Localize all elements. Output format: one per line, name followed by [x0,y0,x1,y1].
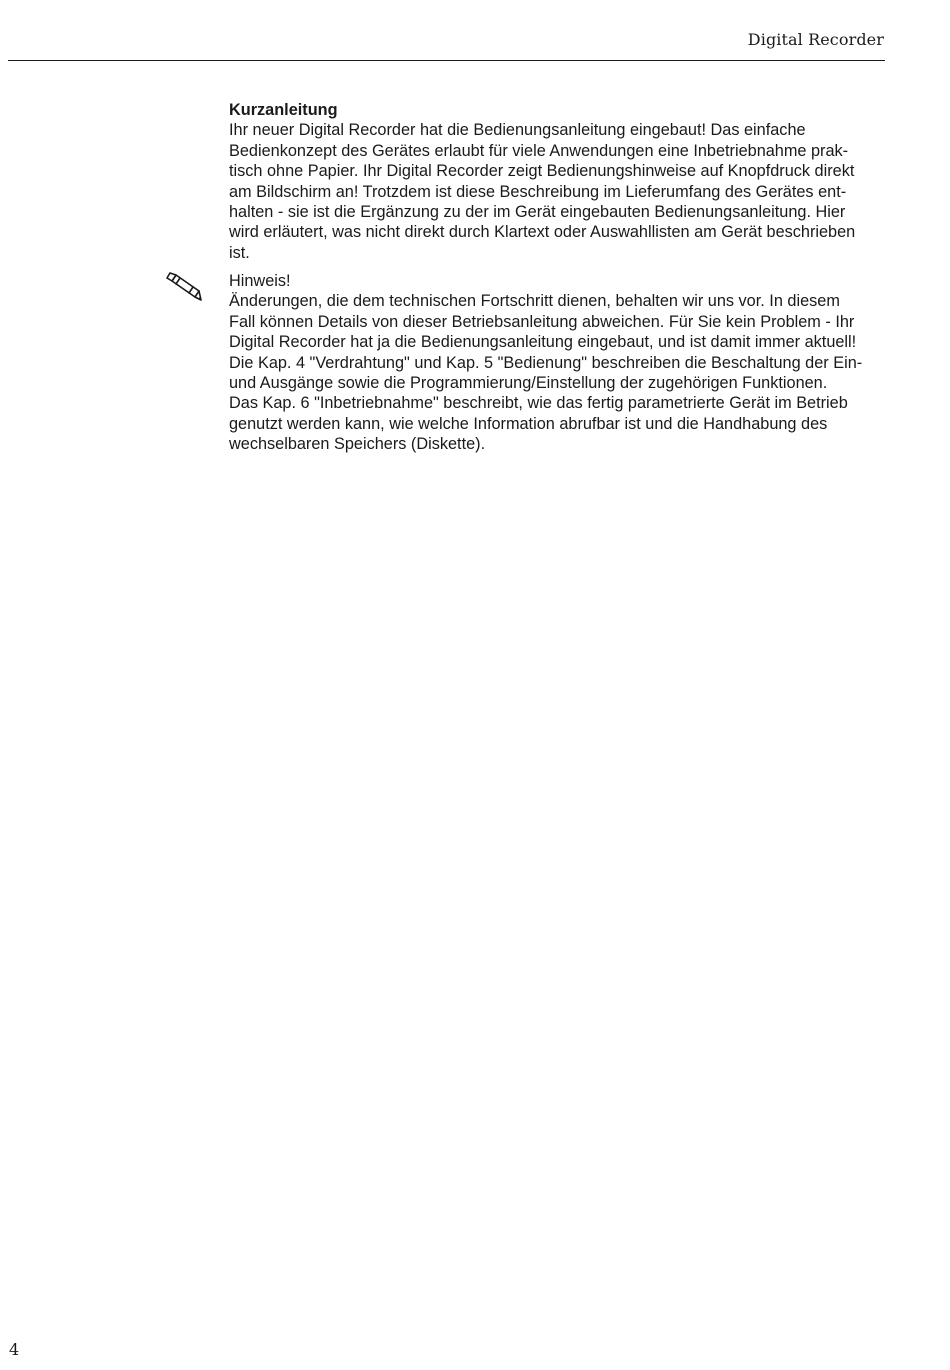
paragraph-line: Digital Recorder hat ja die Bedienungsanleitung eingebaut, und ist damit immer aktuell! [229,333,857,352]
pencil-icon [164,272,202,302]
paragraph-line: wird erläutert, was nicht direkt durch Klartext oder Auswahllisten am Gerät beschrieben [229,223,856,242]
running-header: Digital Recorder [747,30,884,49]
paragraph-line: Ihr neuer Digital Recorder hat die Bedienungsanleitung eingebaut! Das einfache [229,121,806,140]
paragraph-line: Die Kap. 4 "Verdrahtung" und Kap. 5 "Bedienung" beschreiben die Beschaltung der Ein- [229,353,863,372]
paragraph-line: ist. [229,243,250,262]
header-rule [8,60,885,61]
paragraph-line: tisch ohne Papier. Ihr Digital Recorder zeigt Bedienungshinweise auf Knopfdruck direkt [229,162,855,181]
paragraph-line: Das Kap. 6 "Inbetriebnahme" beschreibt, wie das fertig parametrierte Gerät im Betrieb [229,394,848,413]
paragraph-line: Änderungen, die dem technischen Fortschritt dienen, behalten wir uns vor. In diesem [229,292,840,311]
note-section [229,271,889,455]
note-heading: Hinweis! [229,272,291,290]
paragraph-line: Bedienkonzept des Gerätes erlaubt für viele Anwendungen eine Inbetriebnahme prak- [229,141,849,160]
paragraph-line: und Ausgänge sowie die Programmierung/Einstellung der zugehörigen Funktionen. [229,374,828,393]
paragraph-line: Fall können Details von dieser Betriebsanleitung abweichen. Für Sie kein Problem - Ihr [229,312,855,331]
intro-section [229,100,889,263]
paragraph-line: am Bildschirm an! Trotzdem ist diese Beschreibung im Lieferumfang des Gerätes ent- [229,182,847,201]
paragraph-line: genutzt werden kann, wie welche Information abrufbar ist und die Handhabung des [229,414,828,433]
page-number: 4 [9,1340,20,1359]
paragraph-line: wechselbaren Speichers (Diskette). [229,435,486,454]
section-heading: Kurzanleitung [229,101,338,119]
paragraph-line: halten - sie ist die Ergänzung zu der im Gerät eingebauten Bedienungsanleitung. Hier [229,203,846,222]
